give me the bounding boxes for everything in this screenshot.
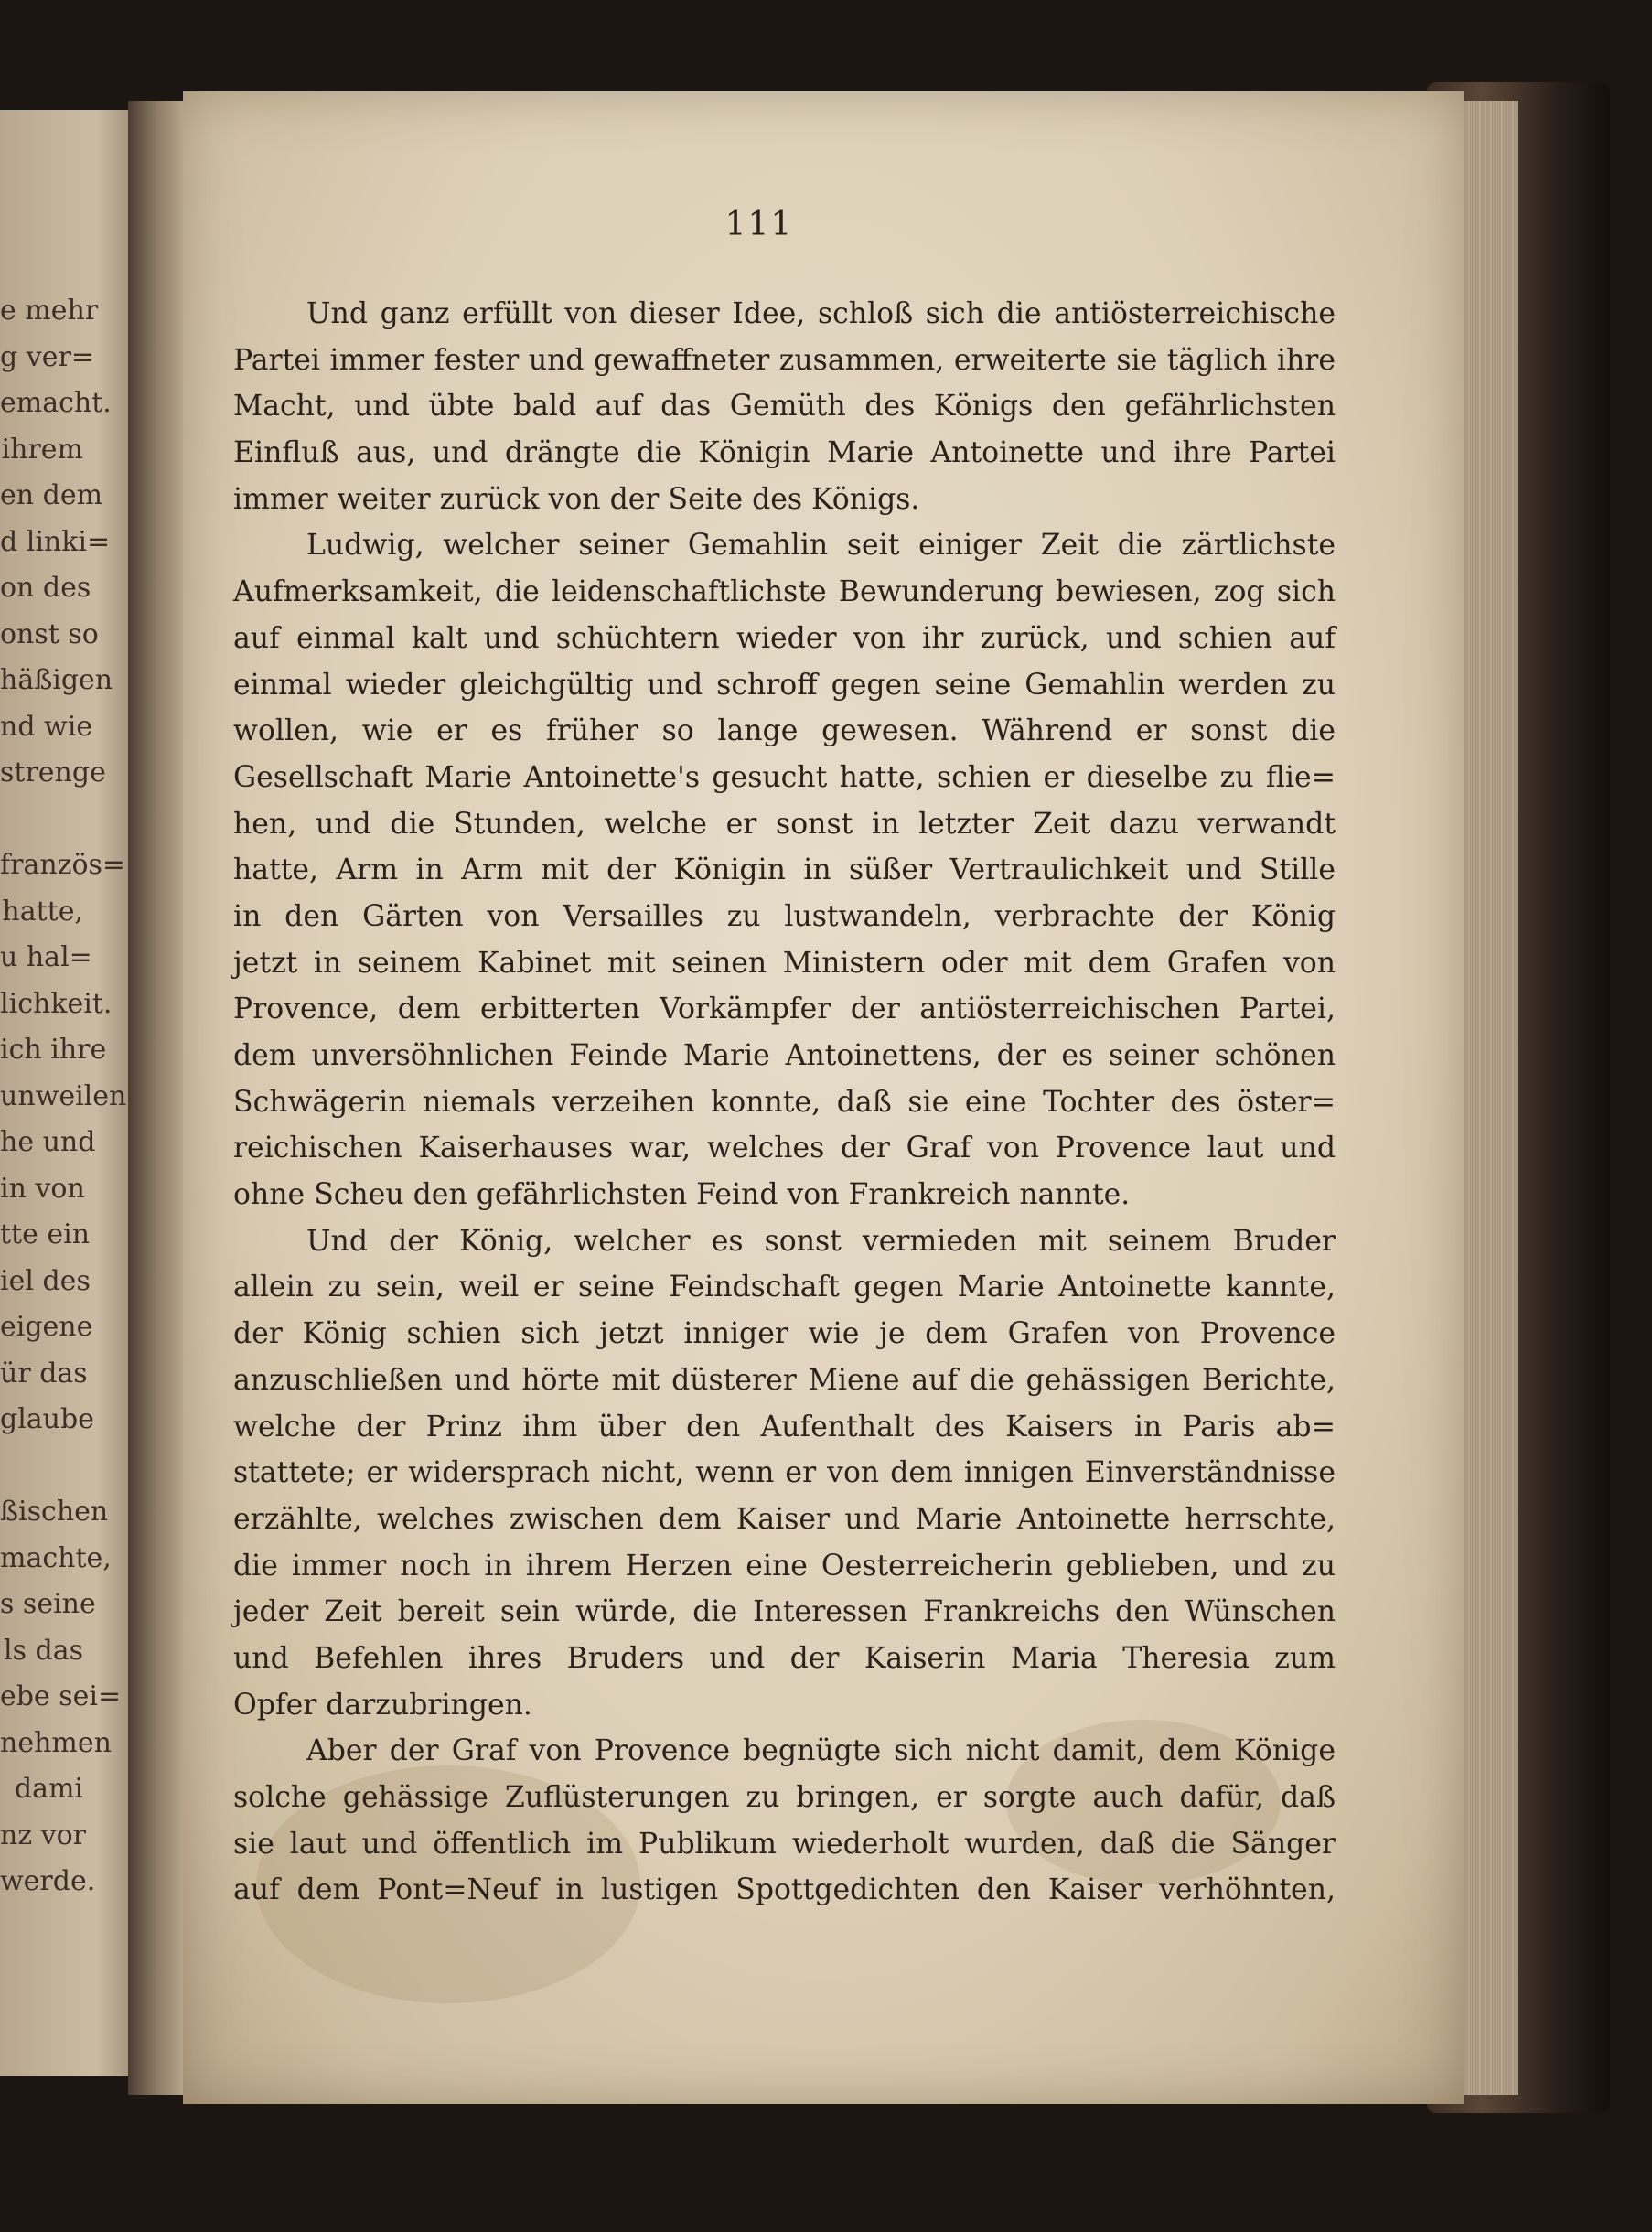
text-line: Schwägerin niemals verzeihen konnte, daß sie eine Tochter des öster= (233, 1085, 1336, 1119)
left-page-fragment: ebe sei= (0, 1680, 122, 1712)
right-page (183, 91, 1464, 2104)
left-page-fragment: on des (0, 572, 91, 604)
text-line: auf einmal kalt und schüchtern wieder von ihr zurück, und schien auf (233, 621, 1336, 655)
left-page-fragment: iel des (0, 1264, 91, 1297)
text-line: jetzt in seinem Kabinet mit seinen Ministern oder mit dem Grafen von (233, 946, 1336, 980)
text-line: anzuschließen und hörte mit düsterer Miene auf die gehässigen Berichte, (233, 1363, 1336, 1397)
left-page-fragment: unweilen (0, 1079, 127, 1112)
text-line: Aber der Graf von Provence begnügte sich nicht damit, dem Könige (306, 1734, 1336, 1768)
text-line: Aufmerksamkeit, die leidenschaftlichste Bewunderung bewiesen, zog sich (233, 575, 1336, 609)
page-edges (1454, 101, 1518, 2095)
left-page-fragment: strenge (0, 757, 106, 789)
left-page-fragment: ür das (0, 1357, 88, 1390)
text-line: stattete; er widersprach nicht, wenn er von dem innigen Einverständnisse (233, 1456, 1336, 1490)
left-page-fragment: dami (14, 1773, 83, 1805)
text-line: hatte, Arm in Arm mit der Königin in süßer Vertraulichkeit und Stille (233, 853, 1336, 887)
text-line: erzählte, welches zwischen dem Kaiser und Marie Antoinette herrschte, (233, 1502, 1336, 1536)
left-page-fragment: machte, (0, 1541, 112, 1574)
text-line: Opfer darzubringen. (233, 1688, 532, 1722)
text-line: und Befehlen ihres Bruders und der Kaiserin Maria Theresia zum (233, 1641, 1336, 1675)
text-line: wollen, wie er es früher so lange gewesen. Während er sonst die (233, 714, 1336, 748)
left-page-fragment: glaube (0, 1403, 94, 1435)
text-line: Ludwig, welcher seiner Gemahlin seit einiger Zeit die zärtlichste (306, 529, 1336, 563)
text-line: Gesellschaft Marie Antoinette's gesucht hatte, schien er dieselbe zu flie= (233, 760, 1336, 794)
left-page-fragment: en dem (0, 479, 103, 511)
text-line: Und der König, welcher es sonst vermieden mit seinem Bruder (306, 1224, 1336, 1258)
text-line: Provence, dem erbitterten Vorkämpfer der antiösterreichischen Partei, (233, 993, 1336, 1026)
left-page-fragment: eigene (0, 1311, 93, 1343)
text-line: Einfluß aus, und drängte die Königin Marie Antoinette und ihre Partei (233, 436, 1336, 470)
text-line: Macht, und übte bald auf das Gemüth des Königs den gefährlichsten (233, 390, 1336, 424)
left-page-fragment: nd wie (0, 710, 93, 743)
text-line: Partei immer fester und gewaffneter zusammen, erweiterte sie täglich ihre (233, 343, 1336, 377)
left-page-fragment: ich ihre (0, 1034, 107, 1066)
left-page-fragment: s seine (0, 1588, 96, 1620)
left-page-fragment: in von (0, 1172, 85, 1205)
text-line: sie laut und öffentlich im Publikum wiederholt wurden, daß die Sänger (233, 1827, 1336, 1861)
left-page-fragment: hatte, (2, 895, 83, 928)
left-page-fragment: e mehr (0, 295, 99, 327)
text-line: auf dem Pont=Neuf in lustigen Spottgedichten den Kaiser verhöhnten, (233, 1873, 1336, 1907)
text-line: der König schien sich jetzt inniger wie je dem Grafen von Provence (233, 1317, 1336, 1351)
text-line: allein zu sein, weil er seine Feindschaft gegen Marie Antoinette kannte, (233, 1271, 1336, 1304)
left-page-fragment: tte ein (0, 1218, 91, 1250)
left-page-fragment: nehmen (0, 1726, 112, 1759)
left-page-fragment: französ= (0, 849, 126, 881)
text-line: dem unversöhnlichen Feinde Marie Antoinettens, der es seiner schönen (233, 1039, 1336, 1072)
left-page-text-fragments (0, 288, 127, 1935)
text-line: die immer noch in ihrem Herzen eine Oesterreicherin geblieben, und zu (233, 1549, 1336, 1583)
text-line: welche der Prinz ihm über den Aufenthalt des Kaisers in Paris ab= (233, 1410, 1336, 1443)
left-page-fragment: onst so (0, 617, 99, 650)
left-page-fragment (0, 1443, 87, 1490)
left-page-fragment: he und (0, 1126, 96, 1158)
left-page-fragment: häßigen (0, 664, 113, 696)
text-line: immer weiter zurück von der Seite des Königs. (233, 482, 920, 516)
left-page-fragment: g ver= (0, 340, 94, 373)
text-line: hen, und die Stunden, welche er sonst in letzter Zeit dazu verwandt (233, 807, 1336, 841)
left-page-fragment (0, 797, 87, 843)
left-page-fragment: u hal= (0, 941, 92, 973)
text-line: ohne Scheu den gefährlichsten Feind von Frankreich nannte. (233, 1178, 1131, 1212)
text-line: jeder Zeit bereit sein würde, die Interessen Frankreichs den Wünschen (233, 1595, 1336, 1629)
left-page-fragment: d linki= (0, 525, 111, 558)
text-line: Und ganz erfüllt von dieser Idee, schloß sich die antiösterreichische (306, 297, 1336, 330)
left-page-fragment: nz vor (0, 1819, 87, 1851)
page-number: 111 (724, 206, 794, 243)
left-page-fragment: lichkeit. (0, 987, 113, 1020)
left-page-fragment: emacht. (0, 387, 112, 419)
left-page-fragment: ßischen (0, 1496, 109, 1528)
text-line: in den Gärten von Versailles zu lustwandeln, verbrachte der König (233, 899, 1336, 933)
body-text (233, 291, 1336, 1914)
text-line: reichischen Kaiserhauses war, welches der Graf von Provence laut und (233, 1132, 1336, 1165)
text-line: solche gehässige Zuflüsterungen zu bringen, er sorgte auch dafür, daß (233, 1781, 1336, 1814)
text-line: einmal wieder gleichgültig und schroff gegen seine Gemahlin werden zu (233, 668, 1336, 702)
left-page-fragment: ihrem (1, 433, 83, 466)
left-page-fragment: werde. (0, 1865, 96, 1897)
left-page-fragment: ls das (3, 1634, 83, 1667)
